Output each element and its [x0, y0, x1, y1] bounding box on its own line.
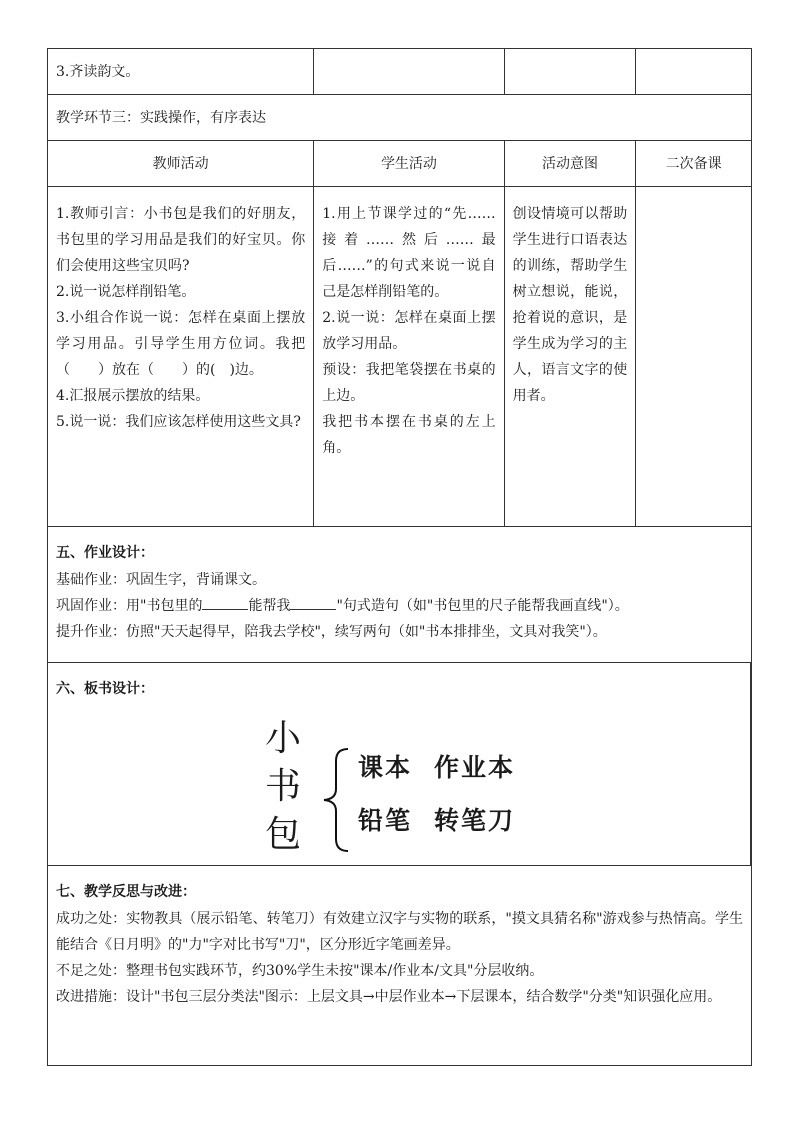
- header-intent: 活动意图: [505, 141, 637, 186]
- student-step: 1.用上节课学过的“先……接着……然后……最后……”的句式来说一说自己是怎样削铅笔的。: [322, 206, 496, 300]
- header-teacher: 教师活动: [48, 141, 314, 186]
- board-line-2: 铅笔 转笔刀: [358, 806, 516, 835]
- reflection-improve: 改进措施：设计"书包三层分类法"图示：上层文具→中层作业本→下层课本，结合数学"分类"知识强化应用。: [56, 989, 722, 1005]
- section3-title-row: [48, 95, 751, 141]
- header-row: [48, 141, 751, 187]
- student-activity: [314, 187, 504, 526]
- board-row: [48, 663, 751, 866]
- board-vertical-title: 小 书 包: [264, 718, 301, 855]
- second-revision: [636, 187, 751, 526]
- board-line-1: 课本 作业本: [358, 753, 516, 782]
- reflection-lack: 不足之处：整理书包实践环节，约30%学生未按"课本/作业本/文具"分层收纳。: [56, 963, 544, 979]
- homework-consolidate: 巩固作业：用"书包里的 能帮我 "句式造句（如"书包里的尺子能帮我画直线"）。: [56, 593, 743, 619]
- teacher-step: 1.教师引言：小书包是我们的好朋友，书包里的学习用品是我们的好宝贝。你们会使用这些宝贝吗?: [56, 206, 306, 274]
- reflection-success: 成功之处：实物教具（展示铅笔、转笔刀）有效建立汉字与实物的联系，"摸文具猜名称"游戏参与热情高。学生能结合《日月明》的"力"字对比书写"刀"，区分形近字笔画差异。: [56, 911, 743, 953]
- board-title: 六、板书设计：: [56, 681, 154, 697]
- empty-cell: [636, 49, 751, 95]
- teacher-step: 4.汇报展示摆放的结果。: [56, 388, 210, 404]
- table-row: [48, 49, 751, 95]
- homework-basic: 基础作业：巩固生字，背诵课文。: [56, 572, 266, 588]
- student-step: 预设：我把笔袋摆在书桌的上边。: [322, 362, 496, 404]
- brace-icon: [316, 745, 356, 855]
- header-revise: 二次备课: [665, 155, 722, 172]
- homework-section: [48, 527, 751, 662]
- teacher-step: 2.说一说怎样削铅笔。: [56, 284, 196, 300]
- lesson-plan-table: [47, 48, 752, 1066]
- reflection-section: [48, 866, 751, 1065]
- homework-row: [48, 527, 751, 663]
- homework-extend: 提升作业：仿照"天天起得早，陪我去学校"，续写两句（如"书本排排坐，文具对我笑"）。: [56, 624, 607, 640]
- board-design: [48, 663, 751, 865]
- reflection-row: [48, 866, 751, 1065]
- activity-intent: [505, 187, 637, 526]
- empty-cell: [314, 49, 504, 95]
- student-step: 我把书本摆在书桌的左上角。: [322, 414, 496, 456]
- prev-step-cell: 3.齐读韵文。: [48, 49, 314, 95]
- teacher-step: 3.小组合作说一说：怎样在桌面上摆放学习用品。引导学生用方位词。我把（ ）放在（ ）的( )边。: [56, 310, 306, 378]
- intent-text: 创设情境可以帮助学生进行口语表达的训练，帮助学生树立想说，能说，抢着说的意识，是学生成为学习的主人，语言文字的使用者。: [512, 206, 628, 404]
- student-step: 2.说一说：怎样在桌面上摆放学习用品。: [322, 310, 496, 352]
- teacher-activity: [48, 187, 314, 526]
- fill-blank: [202, 595, 248, 610]
- fill-blank: [290, 595, 336, 610]
- section3-title: 教学环节三：实践操作，有序表达: [56, 109, 266, 126]
- teacher-step: 5.说一说：我们应该怎样使用这些文具?: [56, 414, 301, 430]
- empty-cell: [505, 49, 637, 95]
- activity-row: [48, 187, 751, 527]
- homework-title: 五、作业设计：: [56, 545, 154, 561]
- header-student: 学生活动: [314, 141, 504, 186]
- reflection-title: 七、教学反思与改进：: [56, 884, 196, 900]
